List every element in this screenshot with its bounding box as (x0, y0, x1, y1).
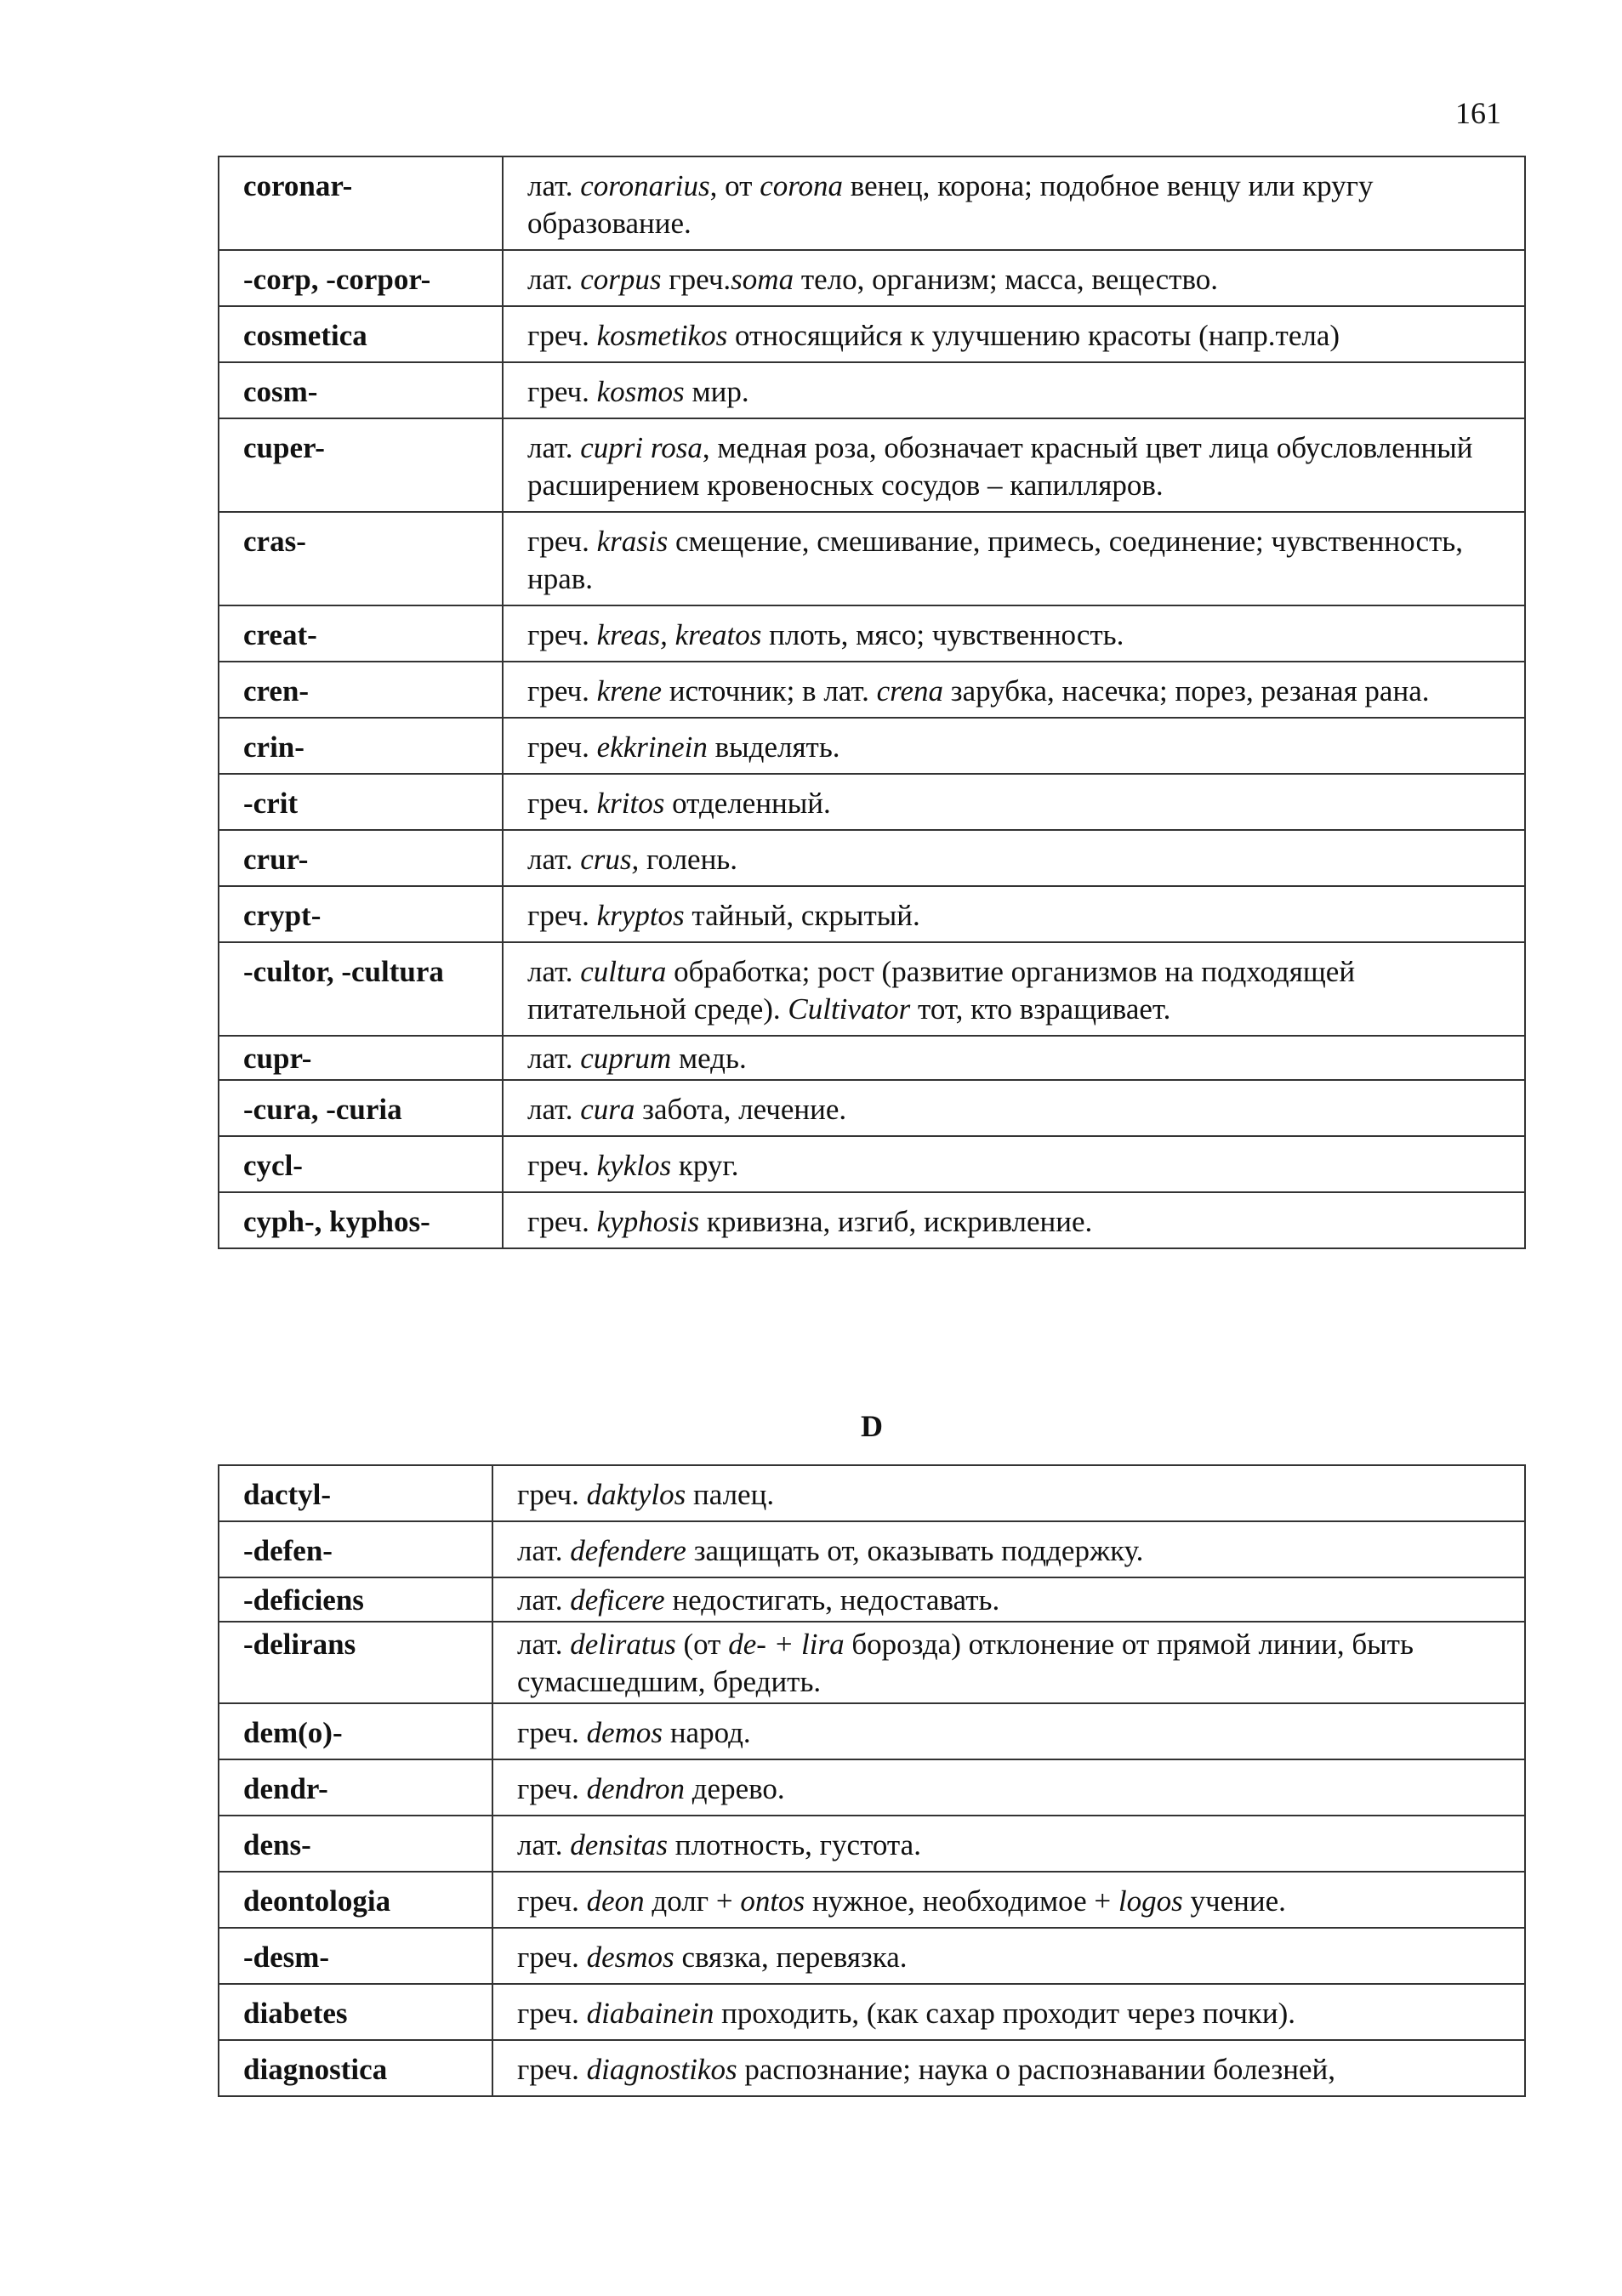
entry-definition (492, 1577, 1525, 1622)
entry-definition (492, 1928, 1525, 1984)
definition-text: палец. (686, 1478, 775, 1511)
entry-definition (503, 774, 1525, 830)
table-row (219, 1872, 1525, 1928)
table-row (219, 1622, 1525, 1703)
entry-term: dactyl- (219, 1465, 492, 1521)
definition-text: греч. (527, 787, 597, 820)
entry-definition (503, 512, 1525, 605)
latin-word: soma (731, 263, 794, 296)
entry-term: cupr- (219, 1036, 503, 1080)
latin-word: cultura (580, 955, 667, 988)
entry-term: dem(o)- (219, 1703, 492, 1759)
latin-word: cupri rosa (580, 431, 703, 464)
entry-definition (503, 418, 1525, 512)
table-row (219, 1577, 1525, 1622)
definition-text: источник; в лат. (662, 674, 877, 708)
definition-text: греч. (527, 319, 597, 352)
entry-term: -crit (219, 774, 503, 830)
table-row (219, 774, 1525, 830)
definition-text: лат. (527, 169, 581, 202)
definition-text: лат. (527, 1042, 581, 1075)
table-row (219, 156, 1525, 250)
definition-text: проходить, (как сахар проходит через почки). (714, 1997, 1295, 2030)
definition-text: (от (675, 1628, 729, 1661)
definition-text: недостигать, недоставать. (664, 1583, 1000, 1617)
definition-text: греч. (517, 1997, 587, 2030)
latin-word: crus, (580, 843, 640, 876)
table-row (219, 886, 1525, 942)
table-row (219, 1816, 1525, 1872)
definition-text: греч. (527, 899, 597, 932)
definition-text: защищать от, оказывать поддержку. (686, 1534, 1144, 1567)
entry-term: deontologia (219, 1872, 492, 1928)
entry-term: cuper- (219, 418, 503, 512)
definition-text: медь. (671, 1042, 747, 1075)
page-number: 161 (1455, 96, 1501, 130)
definition-text: греч. (527, 525, 597, 558)
definition-text: греч. (517, 1772, 587, 1805)
entry-definition (503, 362, 1525, 418)
definition-text: греч. (517, 2053, 587, 2086)
definition-text: забота, лечение. (635, 1093, 847, 1126)
latin-word: ontos (740, 1884, 805, 1918)
latin-word: corona (760, 169, 844, 202)
definition-text: лат. (527, 263, 581, 296)
section-letter-d: D (861, 1409, 883, 1443)
latin-word: desmos (586, 1941, 674, 1974)
table-row (219, 1928, 1525, 1984)
latin-word: cura (580, 1093, 635, 1126)
table-row (219, 605, 1525, 662)
definition-text: отделенный. (664, 787, 831, 820)
definition-text: лат. (517, 1628, 571, 1661)
definition-text: тот, кто взращивает. (910, 992, 1171, 1026)
definition-text: круг. (671, 1149, 739, 1182)
entry-definition (492, 1465, 1525, 1521)
definition-text: греч. (517, 1478, 587, 1511)
latin-word: diabainein (586, 1997, 714, 2030)
latin-word: logos (1118, 1884, 1183, 1918)
entry-term: diagnostica (219, 2040, 492, 2096)
entry-term: cras- (219, 512, 503, 605)
entry-definition (503, 1036, 1525, 1080)
definition-text: нужное, необходимое + (805, 1884, 1118, 1918)
entry-definition (492, 1622, 1525, 1703)
definition-text: греч. (527, 375, 597, 408)
entry-definition (492, 1816, 1525, 1872)
definition-text: лат. (527, 955, 581, 988)
latin-word: Cultivator (788, 992, 911, 1026)
definition-text: борозда) отклонение от прямой линии, быть сумасшедшим, бредить. (517, 1628, 1414, 1698)
latin-word: kosmos (596, 375, 685, 408)
entry-definition (503, 662, 1525, 718)
entry-term: cosmetica (219, 306, 503, 362)
entry-definition (492, 1521, 1525, 1577)
entry-term: -defen- (219, 1521, 492, 1577)
table-row (219, 512, 1525, 605)
entry-term: -corp, -corpor- (219, 250, 503, 306)
table-row (219, 250, 1525, 306)
table-row (219, 1984, 1525, 2040)
entry-term: -desm- (219, 1928, 492, 1984)
entry-term: crin- (219, 718, 503, 774)
definition-text: лат. (517, 1828, 571, 1861)
latin-word: cuprum (580, 1042, 672, 1075)
entry-term: cyph-, kyphos- (219, 1192, 503, 1248)
latin-word: deficere (570, 1583, 665, 1617)
definition-text: плоть, мясо; чувственность. (761, 618, 1124, 651)
entry-term: -cultor, -cultura (219, 942, 503, 1036)
latin-word: de- + lira (728, 1628, 845, 1661)
entry-term: -deficiens (219, 1577, 492, 1622)
table-row (219, 830, 1525, 886)
table-row (219, 1703, 1525, 1759)
latin-word: deon (586, 1884, 645, 1918)
latin-word: kryptos (596, 899, 685, 932)
definition-text: , медная роза, обозначает красный цвет лица обусловленный расширением кровеносных сосудов – капилляров. (527, 431, 1473, 502)
definition-text: греч. (527, 674, 597, 708)
definition-text: лат. (517, 1534, 571, 1567)
definition-text: зарубка, насечка; порез, резаная рана. (943, 674, 1430, 708)
entry-definition (492, 2040, 1525, 2096)
entry-definition (492, 1984, 1525, 2040)
definition-text: , от (709, 169, 760, 202)
latin-word: corpus (580, 263, 662, 296)
entry-definition (503, 1080, 1525, 1136)
latin-word: dendron (586, 1772, 685, 1805)
entry-term: crur- (219, 830, 503, 886)
table-row (219, 718, 1525, 774)
definition-text: греч. (661, 263, 731, 296)
entry-definition (503, 1192, 1525, 1248)
latin-word: daktylos (586, 1478, 686, 1511)
latin-word: diagnostikos (586, 2053, 737, 2086)
definition-text: обработка; рост (развитие организмов на подходящей питательной среде). (527, 955, 1356, 1026)
entry-definition (503, 1136, 1525, 1192)
definition-text: греч. (517, 1716, 587, 1749)
entry-term: crypt- (219, 886, 503, 942)
definition-text: тайный, скрытый. (684, 899, 920, 932)
table-row (219, 1080, 1525, 1136)
definition-text: греч. (527, 1205, 597, 1238)
entry-term: dens- (219, 1816, 492, 1872)
definition-text: тело, организм; масса, вещество. (794, 263, 1218, 296)
entry-term: -cura, -curia (219, 1080, 503, 1136)
entry-definition (503, 605, 1525, 662)
latin-word: kyphosis (596, 1205, 700, 1238)
latin-word: kosmetikos (596, 319, 728, 352)
table-row (219, 1036, 1525, 1080)
table-row (219, 942, 1525, 1036)
latin-word: kyklos (596, 1149, 672, 1182)
latin-word: coronarius (580, 169, 710, 202)
definition-text: дерево. (684, 1772, 785, 1805)
table-row (219, 418, 1525, 512)
dictionary-table-d (218, 1464, 1526, 2097)
entry-term: cycl- (219, 1136, 503, 1192)
definition-text: долг + (644, 1884, 741, 1918)
entry-term: creat- (219, 605, 503, 662)
entry-term: dendr- (219, 1759, 492, 1816)
definition-text: связка, перевязка. (674, 1941, 908, 1974)
table-row (219, 1759, 1525, 1816)
definition-text: венец, корона; подобное венцу или кругу образование. (527, 169, 1374, 240)
table-row (219, 362, 1525, 418)
entry-definition (503, 942, 1525, 1036)
latin-word: ekkrinein (596, 730, 708, 764)
entry-definition (503, 886, 1525, 942)
entry-term: -delirans (219, 1622, 492, 1703)
latin-word: defendere (570, 1534, 686, 1567)
table-row (219, 1136, 1525, 1192)
latin-word: crena (876, 674, 943, 708)
entry-definition (492, 1872, 1525, 1928)
latin-word: densitas (570, 1828, 668, 1861)
definition-text: лат. (517, 1583, 571, 1617)
entry-term: diabetes (219, 1984, 492, 2040)
latin-word: kritos (596, 787, 665, 820)
definition-text: плотность, густота. (668, 1828, 921, 1861)
latin-word: demos (586, 1716, 663, 1749)
table-row (219, 1192, 1525, 1248)
definition-text: греч. (527, 1149, 597, 1182)
table-row (219, 306, 1525, 362)
definition-text: греч. (527, 618, 597, 651)
definition-text: народ. (663, 1716, 751, 1749)
definition-text: учение. (1182, 1884, 1286, 1918)
definition-text: греч. (517, 1941, 587, 1974)
definition-text: греч. (517, 1884, 587, 1918)
entry-definition (503, 156, 1525, 250)
definition-text: лат. (527, 843, 581, 876)
latin-word: deliratus (570, 1628, 676, 1661)
definition-text: лат. (527, 431, 581, 464)
latin-word: krasis (596, 525, 669, 558)
table-row (219, 1465, 1525, 1521)
entry-term: coronar- (219, 156, 503, 250)
table-row (219, 1521, 1525, 1577)
definition-text: относящийся к улучшению красоты (напр.тела) (727, 319, 1340, 352)
definition-text: выделять. (707, 730, 840, 764)
entry-term: cren- (219, 662, 503, 718)
entry-definition (503, 830, 1525, 886)
entry-definition (503, 250, 1525, 306)
entry-definition (492, 1759, 1525, 1816)
entry-term: cosm- (219, 362, 503, 418)
entry-definition (503, 718, 1525, 774)
entry-definition (492, 1703, 1525, 1759)
table-row (219, 662, 1525, 718)
definition-text: голень. (639, 843, 738, 876)
latin-word: kreas, kreatos (596, 618, 762, 651)
latin-word: krene (596, 674, 663, 708)
entry-definition (503, 306, 1525, 362)
definition-text: кривизна, изгиб, искривление. (699, 1205, 1093, 1238)
definition-text: мир. (684, 375, 749, 408)
definition-text: смещение, смешивание, примесь, соединение; чувственность, нрав. (527, 525, 1463, 595)
definition-text: распознание; наука о распознавании болезней, (737, 2053, 1335, 2086)
dictionary-table-c (218, 156, 1526, 1249)
table-row (219, 2040, 1525, 2096)
definition-text: греч. (527, 730, 597, 764)
definition-text: лат. (527, 1093, 581, 1126)
